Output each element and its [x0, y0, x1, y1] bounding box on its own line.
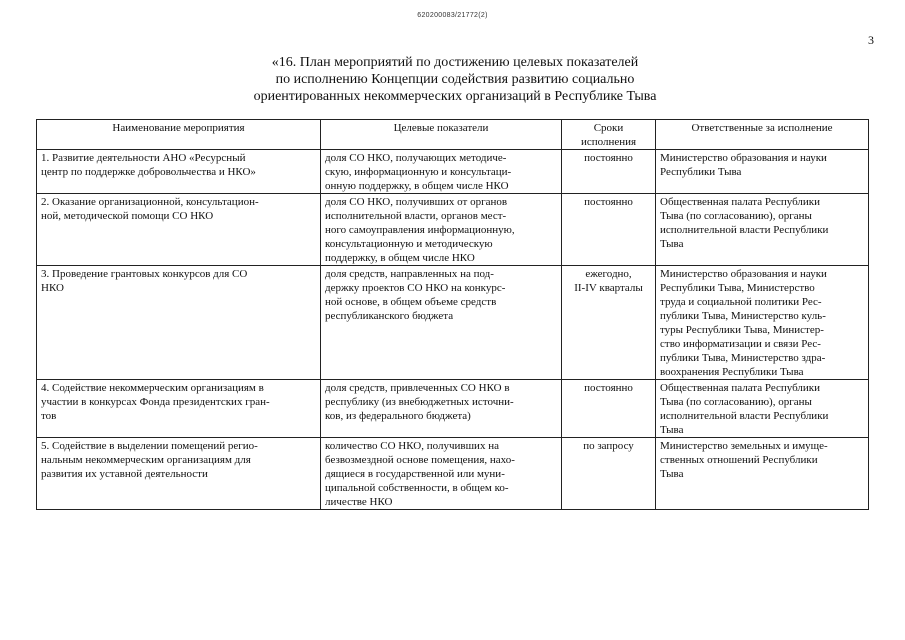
header-responsible: Ответственные за исполнение	[656, 120, 869, 150]
deadline-cell: постоянно	[562, 380, 656, 438]
activity-cell: 1. Развитие деятельности АНО «Ресурсный центр по поддержке добровольчества и НКО»	[37, 150, 321, 194]
indicator-cell: доля СО НКО, получающих методиче- скую, информационную и консультаци- онную поддержку, в общем числе НКО	[321, 150, 562, 194]
activity-cell: 3. Проведение грантовых конкурсов для СО НКО	[37, 266, 321, 380]
responsible-cell: Министерство образования и науки Республики Тыва, Министерство труда и социальной политики Рес- публики Тыва, Министерство куль- туры Республики Тыва, Министер- ство информатизации и связи Рес- публики Тыва, Министерство здра- воохранения Республики Тыва	[656, 266, 869, 380]
activity-cell: 5. Содействие в выделении помещений регио- нальным некоммерческим организациям для развития их уставной деятельности	[37, 438, 321, 510]
header-activity: Наименование мероприятия	[37, 120, 321, 150]
title-line-2: по исполнению Концепции содействия развитию социально	[275, 72, 635, 87]
deadline-cell: по запросу	[562, 438, 656, 510]
document-title	[150, 54, 760, 105]
title-line-3: ориентированных некоммерческих организаций в Республике Тыва	[253, 89, 657, 104]
deadline-cell: постоянно	[562, 150, 656, 194]
header-row	[37, 120, 869, 150]
header-deadlines: Сроки исполнения	[562, 120, 656, 150]
document-code: 620200083/21772(2)	[417, 12, 488, 19]
responsible-cell: Министерство образования и науки Республики Тыва	[656, 150, 869, 194]
responsible-cell: Общественная палата Республики Тыва (по согласованию), органы исполнительной власти Республики Тыва	[656, 380, 869, 438]
table-row	[37, 380, 869, 438]
indicator-cell: доля СО НКО, получивших от органов исполнительной власти, органов мест- ного самоуправления информационную, консультационную и методическую поддержку, в общем числе НКО	[321, 194, 562, 266]
deadline-cell: ежегодно, II-IV кварталы	[562, 266, 656, 380]
deadline-cell: постоянно	[562, 194, 656, 266]
table-row	[37, 150, 869, 194]
table-row	[37, 266, 869, 380]
responsible-cell: Общественная палата Республики Тыва (по согласованию), органы исполнительной власти Республики Тыва	[656, 194, 869, 266]
indicator-cell: количество СО НКО, получивших на безвозмездной основе помещения, нахо- дящиеся в государственной или муни- ципальной собственности, в общем ко- личестве НКО	[321, 438, 562, 510]
table-row	[37, 438, 869, 510]
table-header	[37, 120, 869, 150]
responsible-cell: Министерство земельных и имуще- ственных отношений Республики Тыва	[656, 438, 869, 510]
activity-cell: 4. Содействие некоммерческим организациям в участии в конкурсах Фонда президентских гран- тов	[37, 380, 321, 438]
indicator-cell: доля средств, привлеченных СО НКО в республику (из внебюджетных источни- ков, из федерального бюджета)	[321, 380, 562, 438]
page-number: 3	[868, 33, 874, 47]
indicator-cell: доля средств, направленных на под- держку проектов СО НКО на конкурс- ной основе, в общем объеме средств республиканского бюджета	[321, 266, 562, 380]
action-plan-table	[36, 119, 869, 510]
activity-cell: 2. Оказание организационной, консультацион- ной, методической помощи СО НКО	[37, 194, 321, 266]
table-row	[37, 194, 869, 266]
table-body	[37, 150, 869, 510]
title-line-1: «16. План мероприятий по достижению целевых показателей	[271, 55, 639, 70]
header-indicators: Целевые показатели	[321, 120, 562, 150]
